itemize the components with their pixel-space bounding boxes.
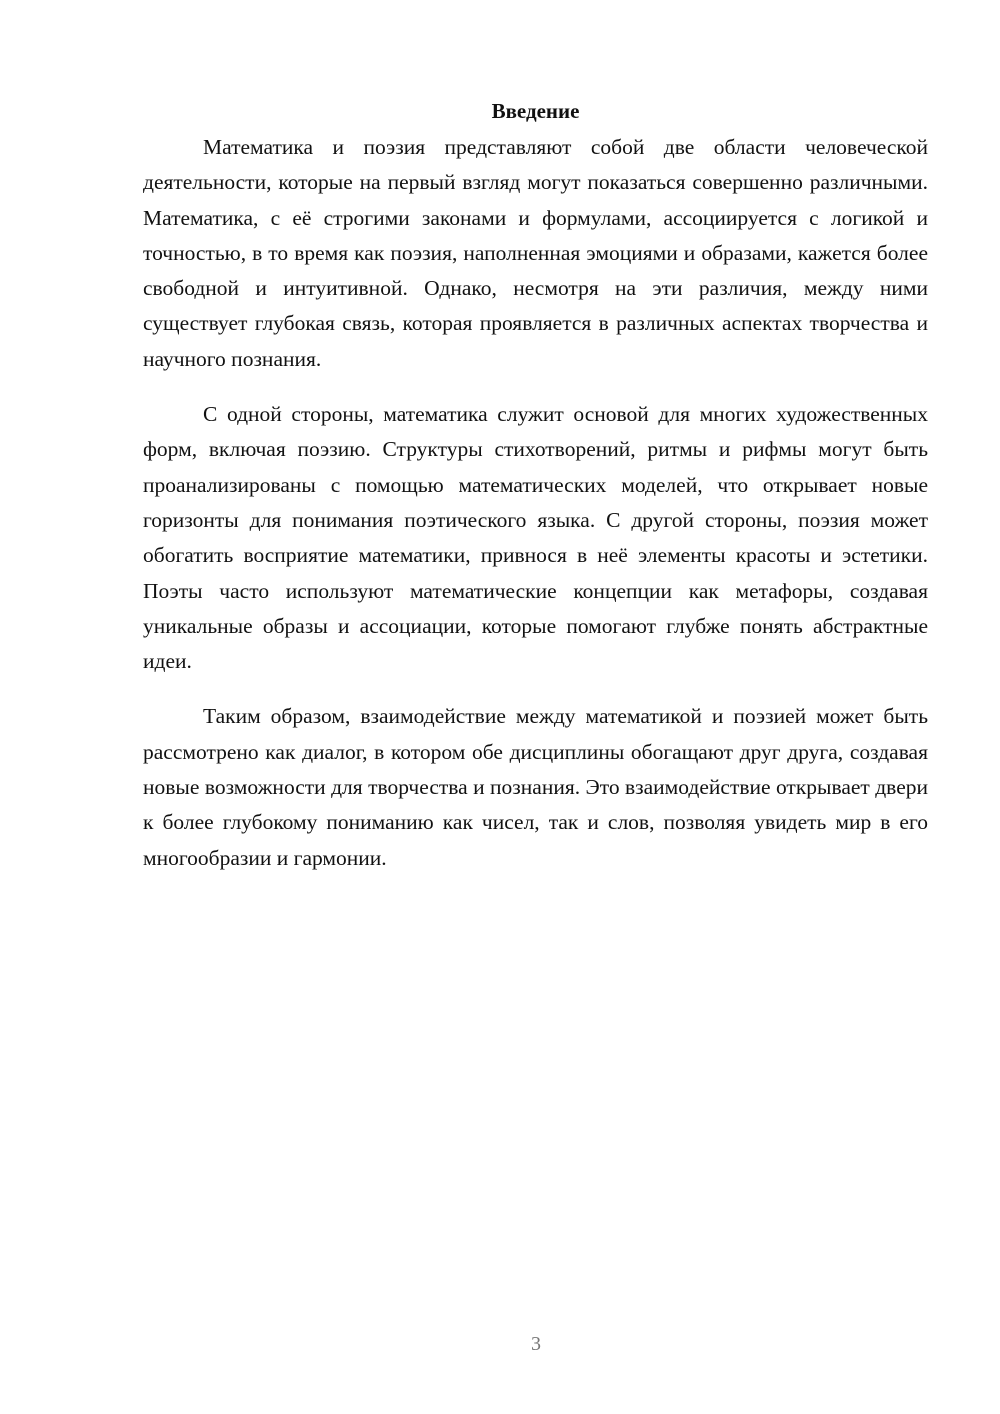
section-heading: Введение	[491, 99, 580, 123]
document-content	[143, 96, 928, 896]
page-number: 3	[531, 1333, 541, 1355]
paragraph-1: Математика и поэзия представляют собой две области человеческой деятельности, которые на первый взгляд могут показаться совершенно различными. Математика, с её строгими законами и формулами, ассоциируется с логикой и точностью, в то время как поэзия, наполненная эмоциями и образами, кажется более свободной и интуитивной. Однако, несмотря на эти различия, между ними существует глубокая связь, которая проявляется в различных аспектах творчества и научного познания.	[143, 135, 928, 371]
paragraph-2: С одной стороны, математика служит основой для многих художественных форм, включая поэзию. Структуры стихотворений, ритмы и рифмы могут быть проанализированы с помощью математических моделей, что открывает новые горизонты для понимания поэтического языка. С другой стороны, поэзия может обогатить восприятие математики, привнося в неё элементы красоты и эстетики. Поэты часто используют математические концепции как метафоры, создавая уникальные образы и ассоциации, которые помогают глубже понять абстрактные идеи.	[143, 402, 928, 674]
paragraph-3: Таким образом, взаимодействие между математикой и поэзией может быть рассмотрено как диалог, в котором обе дисциплины обогащают друг друга, создавая новые возможности для творчества и познания. Это взаимодействие открывает двери к более глубокому пониманию как чисел, так и слов, позволяя увидеть мир в его многообразии и гармонии.	[143, 704, 928, 870]
